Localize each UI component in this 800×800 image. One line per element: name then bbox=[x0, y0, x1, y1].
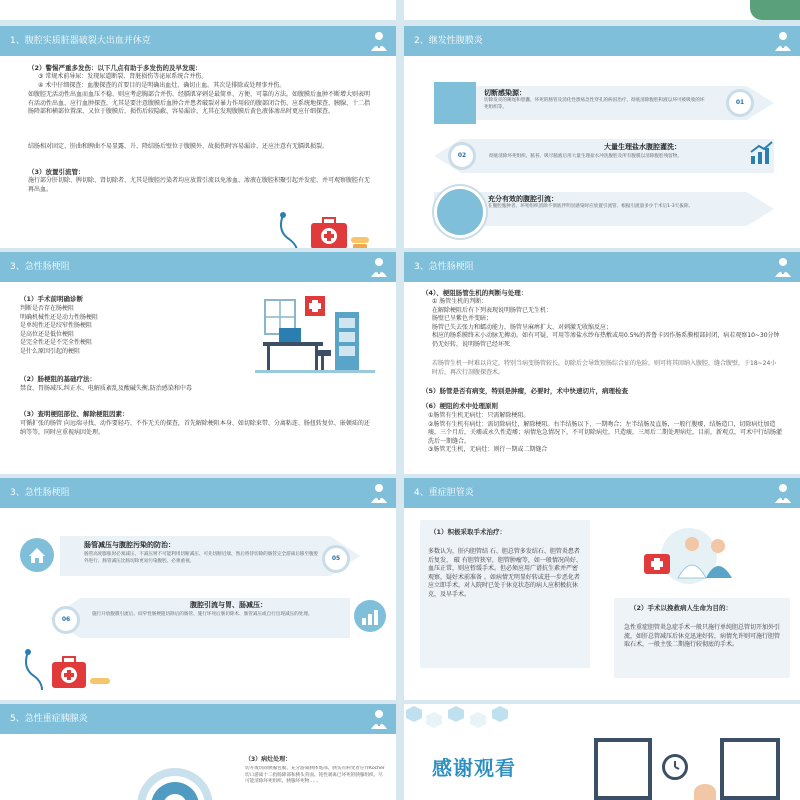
s5-desc-2: 施行开放腹膜引流后、绞窄性肠梗阻切除后的肠管、施行坏死后肠切除术、肠管减压或自行出现减压的处理。 bbox=[92, 612, 313, 617]
slide-7-header bbox=[0, 704, 396, 734]
s3-list-5: 是完全性还是不完全性梗阻 bbox=[20, 339, 93, 346]
s2-title-1: 切断感染源： bbox=[484, 89, 526, 97]
s6-heading-1: （1）积极采取手术治疗： bbox=[430, 528, 507, 536]
s4-p4e: 相应的肠系膜终末小动脉无搏动。如有可疑、可用等渗盐水纱布热敷或用0.5%的普鲁卡因作肠系膜根部封闭，病若观察10~30分钟仍无好转，说明肠管已经坏死 bbox=[432, 332, 780, 348]
s4-p4d: 肠管已失去张力和蠕动能力，肠管呈麻痹扩大、对刺激无收缩反应； bbox=[432, 323, 613, 331]
s1-paragraph-3: 施行部分肝切除、脾切除、肾切除者、尤其是腹腔污染者均应放置引流以免渗血、渗液在腹腔积聚引起并发症、并可观察腹腔有无再出血。 bbox=[28, 177, 371, 193]
slide-6-title: 4、重症胆管炎 bbox=[414, 488, 474, 498]
slide-3[interactable] bbox=[0, 252, 396, 474]
s2-number-2: 02 bbox=[448, 142, 476, 170]
slide-5-header bbox=[0, 478, 396, 508]
s4-rule-3: ③肠管无生机，无病灶：则行一期或二期缝合 bbox=[428, 446, 548, 453]
s5-desc-1: 肠管高度膨胀时必须减压、不减压则不可能利用切断减压、可先切断近端、然后将待切除的肠管完全游离后移至腹腔外进行、肠管减压比肠切除更易污染腹腔、必须重视。 bbox=[84, 552, 319, 564]
slide-top-right-partial bbox=[404, 0, 800, 20]
hexagon-pattern bbox=[404, 704, 544, 734]
s3-heading-3: （3）查明梗阻部位、解除梗阻因素： bbox=[20, 410, 129, 418]
doctor-icon bbox=[772, 30, 794, 52]
slide-6[interactable] bbox=[404, 478, 800, 700]
s5-title-2: 腹腔引流与胃、肠减压： bbox=[190, 601, 267, 609]
s4-p4c: 肠壁已呈紫色并变暗； bbox=[432, 315, 493, 322]
slide-4[interactable] bbox=[404, 252, 800, 474]
s5-number-1: 05 bbox=[322, 545, 350, 573]
slide-top-left-partial bbox=[0, 0, 396, 20]
s1-paragraph-1: 如腹腔无活动性出血而血压不稳、则应考虑胸部合并伤、经膈肌穿刺是最简单、方便、可靠的方法。如腹膜后血肿不断增大则表明有活动性出血、应行血肿探查，尤其是要注意腹膜后血肿合并患者破裂对暴力作用较的腹部闭合伤、应系统地探查、胰腺、十二指肠降部和横部位置深、又位于腹膜后、损伤后较隐蔽、容易漏诊、尤其在发现腹膜后黄色液体渗出时更应仔细探查。 bbox=[28, 91, 371, 116]
doctor-icon bbox=[368, 708, 390, 730]
doctors-illustration bbox=[634, 526, 744, 586]
s1-item-4: ④ 术中仔细探查：血腹探查的首要目的是明确出血灶、确切止血。其次是排除或处理事并伤。 bbox=[38, 82, 286, 89]
doctor-icon bbox=[772, 256, 794, 278]
person-illustration bbox=[694, 784, 716, 800]
s5-title-1: 肠管减压与腹腔污染的防治： bbox=[84, 541, 175, 549]
slide-1-header bbox=[0, 26, 396, 56]
s3-heading-2: （2）肠梗阻的基础疗法： bbox=[20, 375, 97, 383]
s5-number-2: 06 bbox=[52, 606, 80, 634]
slide-1-title: 1、腹腔实质脏器破裂大出血并休克 bbox=[10, 36, 151, 46]
slide-4-title: 3、急性肠梗阻 bbox=[414, 262, 474, 272]
s4-heading-4: （4）、梗阻肠管生机的判断与处理： bbox=[422, 289, 528, 297]
s4-rule-2: ②肠管有生机有病灶：需切除病灶，解除梗阻。右半结肠以下，一期吻合；左半结肠及直肠，一般行腹痿，结肠造口，切除病灶加造瘘，三个月后，关痿或永久性造痿；病情危急情况下，不可切除病灶，只造瘘，三周后二期处理病灶，目前，新观点，可术中行结肠灌洗后一期缝合。 bbox=[428, 420, 783, 445]
clinic-illustration bbox=[255, 292, 375, 382]
s2-desc-2: 彻底清除坏死组织、脓苔、吸尽脓液后用大量生理盐水冲洗腹腔及所有腹膜以清除腹腔残留物。 bbox=[489, 154, 682, 159]
semicircle-diagram bbox=[120, 766, 230, 800]
s7-paragraph-3: 切开或切除胰腺包膜、充分游离胰体尾部、胰头有病变者应作Kocher切口游离十二指肠降部和胰头背面、钝性剥离已坏死的胰腺组织、尽可能清除坏死组织、胰腺坏死物…… bbox=[245, 766, 385, 784]
slide-5[interactable] bbox=[0, 478, 396, 700]
house-icon bbox=[20, 538, 54, 572]
s2-desc-1: 切除发炎的阑尾和胆囊、坏死的肠管及消化性溃疡急性穿孔的病因治疗、彻底清除腹腔积液以坏可被吸收的坏死组织等。 bbox=[484, 98, 705, 110]
growth-chart-icon bbox=[749, 140, 775, 166]
s3-list-3: 是单纯性还是绞窄性肠梗阻 bbox=[20, 322, 93, 329]
doctor-icon bbox=[368, 482, 390, 504]
slide-7[interactable] bbox=[0, 704, 396, 800]
thanks-title: 感谢观看 bbox=[432, 756, 516, 780]
doctor-icon bbox=[368, 256, 390, 278]
s4-p4b: 在解除梗阻后有下列表现说明肠管已无生机： bbox=[432, 306, 553, 314]
s3-list-1: 判断是否存在肠梗阻 bbox=[20, 305, 75, 312]
slide-2[interactable] bbox=[404, 26, 800, 248]
s3-list-2: 明确机械性还是动力性肠梗阻 bbox=[20, 313, 99, 321]
window-frame bbox=[594, 738, 652, 800]
s2-thumb-1 bbox=[434, 82, 476, 124]
slide-2-header bbox=[404, 26, 800, 56]
s7-heading-3: （3）病灶处理： bbox=[245, 756, 292, 763]
s3-paragraph-3: 可循扩张的肠管 向远端寻找、动作要轻巧、不作无关的探查，首先解除梗阻本身、如切除束带、分离粘连、肠扭转复位、嵌顿疝的还纳等等，同时应重视病因处理。 bbox=[20, 420, 370, 436]
slide-7-title: 5、急性重症胰腺炎 bbox=[10, 714, 88, 724]
doctor-illustration bbox=[750, 0, 800, 20]
slide-1[interactable] bbox=[0, 26, 396, 248]
window-frame-right bbox=[720, 738, 780, 800]
s4-p4f: 若肠管生机一时难以肯定，特别当病变肠管较长，切除后会导致短肠综合征的危险，则可将其回纳入腹腔，缝合腹壁，于18~24小时后，再次行剖腹探查术。 bbox=[432, 360, 777, 376]
s6-paragraph-2: 急性重症胆管炎急症手术一般只施行单纯胆总管切开加外引流，如肝总管减压后休克迅速好转，病情允许则可施行胆管取石术，一般主张二期施行较彻底的手术。 bbox=[624, 624, 781, 649]
s3-paragraph-2: 禁食、胃肠减压,纠正水、电解质紊乱及酸碱失衡,防治感染和中毒 bbox=[20, 385, 192, 392]
s2-desc-3: 在腹腔脓肿者、坏死组织清除不彻底伴明显感染时应放置引流管、根据引流量多少于术后1-3天拔除。 bbox=[488, 204, 694, 209]
s3-list-4: 是高位还是低位梗阻 bbox=[20, 330, 75, 338]
slide-2-title: 2、继发性腹膜炎 bbox=[414, 36, 483, 46]
doctor-icon bbox=[772, 482, 794, 504]
s1-item-3: ③ 常规术前导尿：发现尿道断裂、肾脏损伤等泌尿系统合并伤。 bbox=[38, 73, 208, 80]
s3-heading-1: （1）手术前明确诊断 bbox=[20, 295, 84, 303]
s2-title-2: 大量生理盐水腹腔灌洗： bbox=[604, 143, 681, 151]
slide-3-title: 3、急性肠梗阻 bbox=[10, 262, 70, 272]
slide-5-title: 3、急性肠梗阻 bbox=[10, 488, 70, 498]
s1-heading-2: （2）警惕严重多发伤：以下几点有助于多发伤的及早发现： bbox=[28, 64, 202, 72]
slide-8[interactable] bbox=[404, 704, 800, 800]
s4-heading-6: （6）梗阻的术中处理原则 bbox=[422, 402, 499, 410]
s3-list-6: 是什么原因引起的梗阻 bbox=[20, 347, 81, 355]
medical-kit-icon bbox=[22, 648, 117, 693]
s4-p4a: ① 肠管生机的判断： bbox=[432, 298, 488, 305]
s1-heading-3: （3）放置引流管： bbox=[28, 168, 85, 176]
doctor-icon bbox=[368, 30, 390, 52]
clock-icon bbox=[662, 754, 688, 780]
s2-title-3: 充分有效的腹腔引流： bbox=[488, 195, 558, 203]
s6-heading-2: （2）手术以挽救病人生命为目的： bbox=[630, 604, 733, 612]
s4-rule-1: ①肠管有生机无病灶：只需解除梗阻。 bbox=[428, 412, 530, 419]
slide-4-header bbox=[404, 252, 800, 282]
s6-paragraph-1: 多数认为，肝内胆管结 石、胆总管多发结石、胆管炎患者后复发、 破 有胆管狭窄，胆管肿瘤等，如一般情况尚好、血压正常，则应暂缓手术。但必须应用广谱抗生素并严密观察，疑好术前准备 。如病情无明显好转或进一步恶化者应立即手术，对入院时已处于休克状态的病人应积极抗休克，及早手术。 bbox=[428, 548, 582, 598]
slide-6-header bbox=[404, 478, 800, 508]
s2-number-1: 01 bbox=[726, 89, 754, 117]
s4-heading-5: （5）肠管是否有病变，特别是肿瘤，必要时，术中快速切片，病理检查 bbox=[422, 387, 629, 395]
s1-paragraph-2: 结肠相对固定、肝曲和脾曲不易显露、升、降结肠后壁位于腹膜外、故损伤时容易漏诊、还应注意有无膈肌损裂。 bbox=[28, 143, 329, 150]
slide-3-header bbox=[0, 252, 396, 282]
medical-kit-icon bbox=[275, 211, 375, 248]
growth-chart-icon bbox=[354, 600, 386, 632]
s2-thumb-3 bbox=[434, 186, 486, 238]
